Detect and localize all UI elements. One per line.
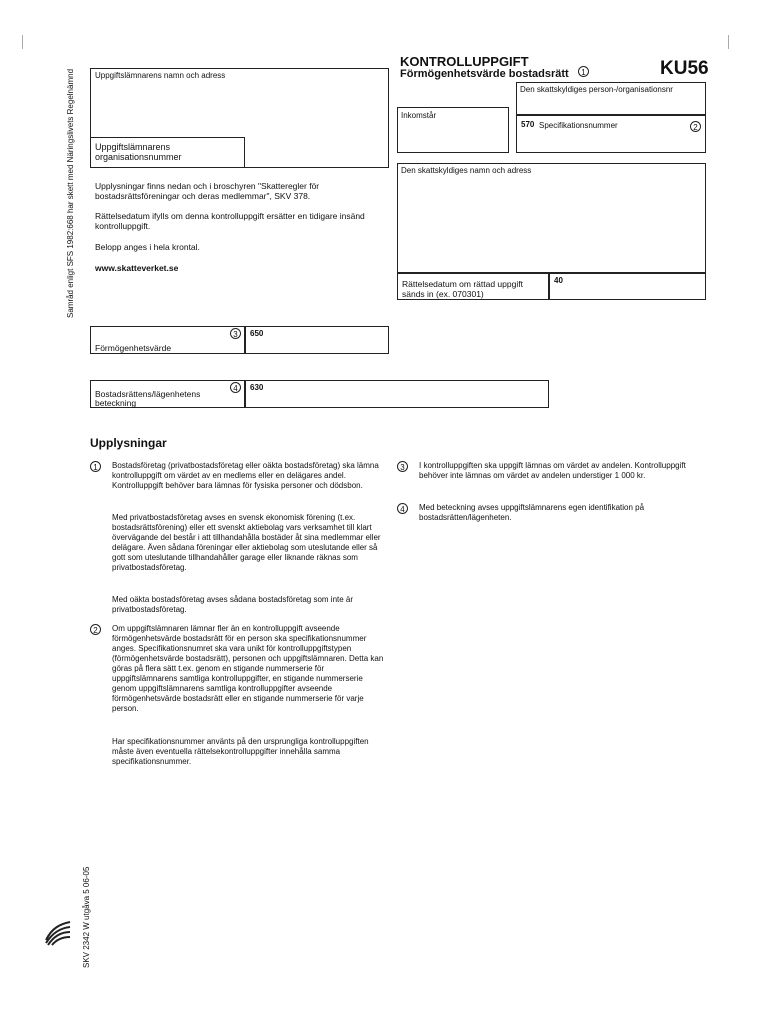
info-heading: Upplysningar: [90, 436, 167, 450]
wealth-code: 650: [250, 329, 264, 338]
info-item-2-p2: Har specifikationsnummer använts på den ursprungliga kontrolluppgiften måste även eventuella rättelsekontrolluppgifter innehålla samma specifikationsnummer.: [112, 737, 369, 766]
income-year-box[interactable]: [397, 107, 509, 153]
apt-note-marker: 4: [230, 382, 241, 393]
info-item-4-p1: Med beteckning avses uppgiftslämnarens egen identifikation på bostadsrätten/lägenheten.: [419, 503, 645, 522]
wealth-label-box: [90, 326, 245, 354]
website-link[interactable]: www.skatteverket.se: [95, 263, 179, 273]
form-version: SKV 2342 W utgåva 5 06-05: [82, 866, 91, 968]
corner-tick-right: [728, 35, 729, 49]
issuer-org-label: Uppgiftslämnarens organisationsnummer: [95, 142, 182, 162]
info-item-1-p3: Med oäkta bostadsföretag avses sådana bostadsföretag som inte är privatbostadsföretag.: [112, 595, 354, 614]
info-text-1: Upplysningar finns nedan och i broschyren "Skatteregler för bostadsrättsföreningar och deras medlemmar", SKV 378.: [95, 181, 320, 201]
spec-label: Specifikationsnummer: [539, 121, 618, 130]
skatteverket-logo: [44, 920, 72, 946]
info-item-2-p1: Om uppgiftslämnaren lämnar fler än en kontrolluppgift avseende förmögenhetsvärde bostadsrätt för en person ska specifikationsnummer anges. Specifikationsnumret ska vara unikt för kontrolluppgiftstypen (förmögenhetsvärde bostadsrätt), personen och uppgiftslämnaren. Detta kan göras på flera sätt t.ex. genom en stigande nummerserie för uppgiftslämnarens samtliga kontrolluppgifter, en stigande nummerserie genom uppgiftslämnarens samtliga kontrolluppgifter avseende förmögenhetsvärde bostadsrätt eller en stigande nummerserie för varje person.: [112, 624, 384, 713]
wealth-value-input[interactable]: [245, 326, 389, 354]
taxpayer-id-box[interactable]: [516, 82, 706, 115]
apt-label-box: [90, 380, 245, 408]
info-item-1-p1: Bostadsföretag (privatbostadsföretag eller oäkta bostadsföretag) ska lämna kontrolluppgift om värdet av en medlems eller en delägares andel. Kontrolluppgift behöver bara lämnas för fysiska personer och dödsbon.: [112, 461, 379, 490]
consultation-note: Samråd enligt SFS 1982:668 har skett med Näringslivets Regelnämnd: [66, 68, 75, 318]
info-item-4-marker: 4: [397, 503, 408, 514]
income-year-label: Inkomstår: [401, 111, 437, 120]
subtitle-note-marker: 1: [578, 66, 589, 77]
apt-label: Bostadsrättens/lägenhetens beteckning: [95, 389, 201, 408]
apt-value-input[interactable]: [245, 380, 549, 408]
spec-number-box[interactable]: [516, 115, 706, 153]
spec-code: 570: [521, 120, 535, 129]
issuer-name-label: Uppgiftslämnarens namn och adress: [95, 71, 226, 80]
spec-note-marker: 2: [690, 121, 701, 132]
wealth-label: Förmögenhetsvärde: [95, 343, 172, 353]
info-item-3-marker: 3: [397, 461, 408, 472]
issuer-org-box[interactable]: [90, 137, 245, 168]
taxpayer-id-label: Den skattskyldiges person-/organisationsnr: [520, 85, 673, 94]
correction-date-input[interactable]: [549, 273, 706, 300]
info-text-3: Belopp anges i hela krontal.: [95, 242, 200, 252]
corner-tick-left: [22, 35, 23, 49]
info-text-2: Rättelsedatum ifylls om denna kontrolluppgift ersätter en tidigare insänd kontrolluppgift.: [95, 211, 365, 231]
form-code: KU56: [660, 58, 709, 79]
correction-code: 40: [554, 276, 563, 285]
form-subtitle: Förmögenhetsvärde bostadsrätt: [400, 68, 569, 80]
wealth-note-marker: 3: [230, 328, 241, 339]
taxpayer-name-box[interactable]: [397, 163, 706, 273]
info-item-3-p1: I kontrolluppgiften ska uppgift lämnas om värdet av andelen. Kontrolluppgift behöver inte lämnas om värdet av andelen understiger 1 000 kr.: [419, 461, 686, 480]
taxpayer-name-label: Den skattskyldiges namn och adress: [401, 166, 532, 175]
apt-code: 630: [250, 383, 264, 392]
info-item-2-marker: 2: [90, 624, 101, 635]
correction-label: Rättelsedatum om rättad uppgift sänds in (ex. 070301): [402, 279, 523, 299]
info-item-1-marker: 1: [90, 461, 101, 472]
info-item-1-p2: Med privatbostadsföretag avses en svensk ekonomisk förening (t.ex. bostadsrättsförening) eller ett svenskt aktiebolag vars verksamhet till klart övervägande del består i att tillhandahålla bostäder åt sina medlemmar eller delägare. Även sådana föreningar eller aktiebolag som uteslutande eller så gott som uteslutande tillhandahåller garage eller liknande räknas som privatbostadsföretag.: [112, 513, 381, 572]
form-title: KONTROLLUPPGIFT: [400, 54, 529, 69]
correction-date-label-box: [397, 273, 549, 300]
